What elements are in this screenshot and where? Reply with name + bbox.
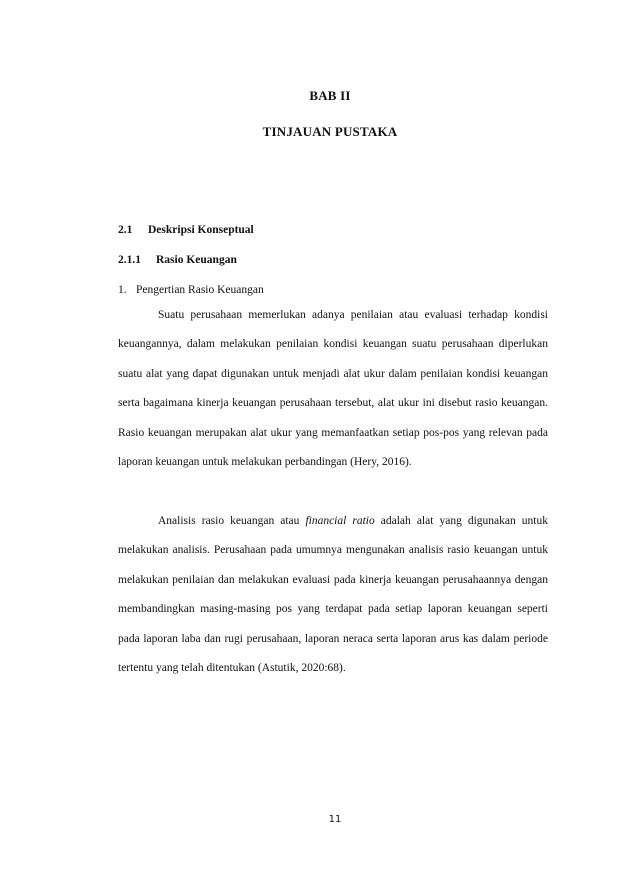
chapter-number: BAB II xyxy=(309,88,351,103)
list-item-number: 1. xyxy=(118,284,127,296)
paragraph-2-text-end: adalah alat yang digunakan untuk melakukan analisis. Perusahaan pada umumnya mengunakan analisis rasio keuangan untuk melakukan penilaian dan melakukan evaluasi pada kinerja keuangan perusahaannya dengan membandingkan masing-masing pos yang terdapat pada setiap laporan keuangan seperti pada laporan laba dan rugi perusahaan, laporan neraca serta laporan arus kas dalam periode tertentu yang telah ditentukan (Astutik, 2020:68). xyxy=(118,515,549,675)
paragraph-2 xyxy=(118,507,548,683)
page-number: 11 xyxy=(328,814,342,825)
section-title: Deskripsi Konseptual xyxy=(148,224,254,236)
paragraph-2-text-start: Analisis rasio keuangan atau xyxy=(158,515,306,527)
section-heading-2-1 xyxy=(118,224,254,236)
paragraph-1: Suatu perusahaan memerlukan adanya penilaian atau evaluasi terhadap kondisi keuangannya, dalam melakukan penilaian kondisi keuangan suatu perusahaan diperlukan suatu alat yang dapat digunakan untuk menjadi alat ukur dalam penilaian kondisi keuangan serta bagaimana kinerja keuangan perusahaan tersebut, alat ukur ini disebut rasio keuangan. Rasio keuangan merupakan alat ukur yang memanfaatkan setiap pos-pos yang relevan pada laporan keuangan untuk melakukan perbandingan (Hery, 2016). xyxy=(118,309,548,469)
subsection-title: Rasio Keuangan xyxy=(156,254,237,266)
chapter-title: TINJAUAN PUSTAKA xyxy=(262,124,398,139)
paragraph-2-italic-term: financial ratio xyxy=(305,515,375,527)
list-item-text: Pengertian Rasio Keuangan xyxy=(136,284,264,296)
subsection-heading-2-1-1 xyxy=(118,254,237,266)
numbered-list-item xyxy=(118,284,264,296)
section-number: 2.1 xyxy=(118,224,133,236)
subsection-number: 2.1.1 xyxy=(118,254,141,266)
